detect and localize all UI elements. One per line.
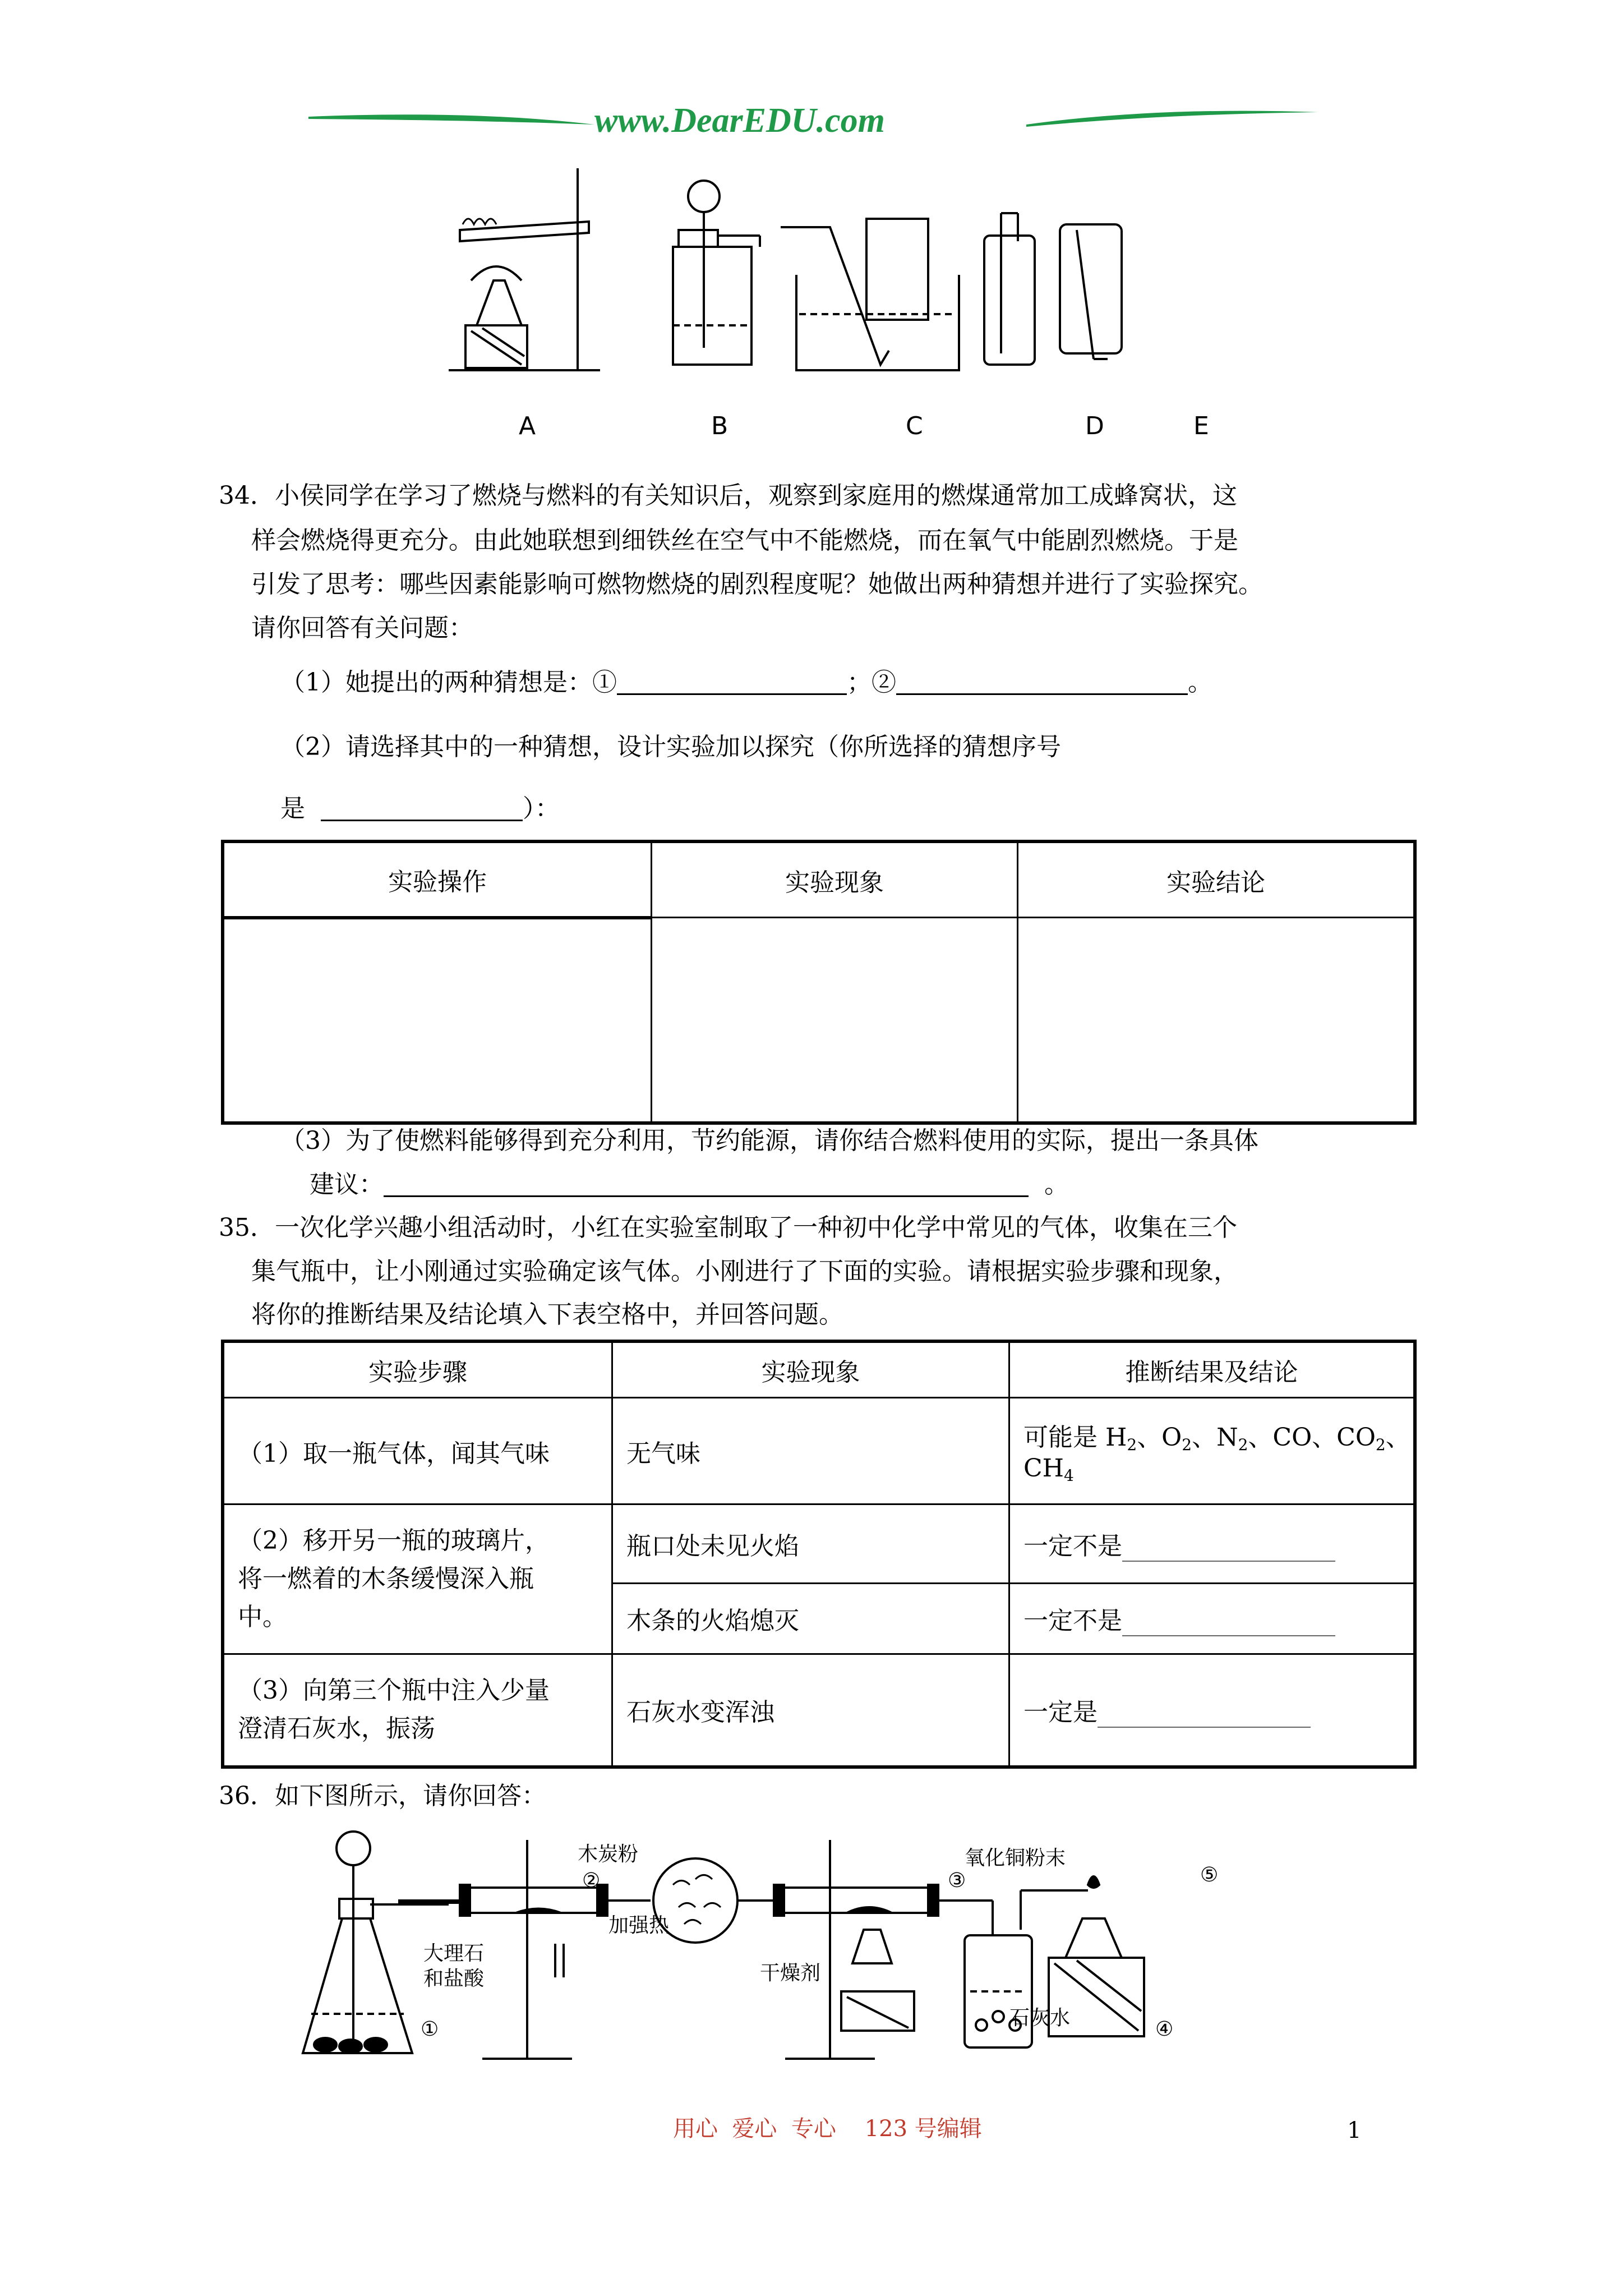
label-acid: 和盐酸 xyxy=(423,1967,485,1990)
q35-header-phenomenon: 实验现象 xyxy=(612,1341,1009,1398)
label-limewater: 石灰水 xyxy=(1009,2007,1071,2030)
q34-part3: （3）为了使燃料能够得到充分利用，节约能源，请你结合燃料使用的实际，提出一条具体 xyxy=(280,1126,1258,1155)
q35-row1-concl-prefix: 可能是 xyxy=(1023,1423,1098,1452)
q34-part3-label: 建议： xyxy=(310,1170,384,1199)
q35-row3-concl-label: 一定是 xyxy=(1023,1698,1098,1727)
apparatus-a-icon xyxy=(449,168,600,370)
label-n3: ③ xyxy=(948,1869,966,1892)
q34-line2: 样会燃烧得更充分。由此她联想到细铁丝在空气中不能燃烧，而在氧气中能剧烈燃烧。于是 xyxy=(251,526,1238,555)
q34-part1-mid: ；② xyxy=(847,668,896,697)
drying-tube-icon xyxy=(653,1858,774,1943)
q34-part2-close: ）： xyxy=(522,794,560,823)
q35-row3-step-l2: 澄清石灰水，振荡 xyxy=(238,1714,435,1743)
label-n2: ② xyxy=(582,1869,601,1892)
q34-header-phenomenon: 实验现象 xyxy=(652,841,1018,918)
figure-label-d: D xyxy=(1085,412,1104,440)
q34-part3-end: 。 xyxy=(1044,1170,1069,1199)
q35-row2-obs-b: 木条的火焰熄灭 xyxy=(612,1583,1009,1654)
q35-row2-concl-b xyxy=(1009,1583,1415,1654)
apparatus-c-icon xyxy=(781,219,959,370)
apparatus-d-icon xyxy=(984,213,1035,365)
q35-header-result: 推断结果及结论 xyxy=(1009,1341,1415,1398)
not-gas-blank-2[interactable] xyxy=(1122,1613,1335,1636)
header-logo xyxy=(303,95,1324,151)
q35-row2-step xyxy=(223,1504,612,1654)
apparatus-e-icon xyxy=(1060,224,1122,359)
hypothesis-2-blank[interactable] xyxy=(896,671,1188,695)
hypothesis-1-blank[interactable] xyxy=(617,671,847,695)
page-number: 1 xyxy=(1347,2118,1362,2143)
q34-conclusion-cell[interactable] xyxy=(1018,918,1415,1123)
q35-row2-concl-a-label: 一定不是 xyxy=(1023,1531,1122,1561)
q35-row3-obs: 石灰水变浑浊 xyxy=(612,1654,1009,1767)
chosen-hypothesis-blank[interactable] xyxy=(321,797,523,821)
q34-line4: 请你回答有关问题： xyxy=(251,614,473,642)
heated-tube-charcoal-icon xyxy=(460,1840,651,2059)
label-cuo: 氧化铜粉末 xyxy=(965,1847,1066,1870)
q34-part2-is: 是 xyxy=(280,794,305,823)
q34-part1-end: 。 xyxy=(1188,668,1212,697)
apparatus-figure-1 xyxy=(437,157,1267,393)
q35-row3-step-l1: （3）向第三个瓶中注入少量 xyxy=(238,1676,550,1705)
q35-line3: 将你的推断结果及结论填入下表空格中，并回答问题。 xyxy=(251,1300,843,1329)
q34-part3-suggest xyxy=(310,1172,1069,1197)
figure-label-c: C xyxy=(906,412,923,440)
q35-row2-obs-a: 瓶口处未见火焰 xyxy=(612,1504,1009,1583)
figure-label-b: B xyxy=(711,412,728,440)
q35-row1-step: （1）取一瓶气体，闻其气味 xyxy=(223,1398,612,1504)
q35-row1-obs: 无气味 xyxy=(612,1398,1009,1504)
q34-line1: 34．小侯同学在学习了燃烧与燃料的有关知识后，观察到家庭用的燃煤通常加工成蜂窝状，这 xyxy=(219,481,1237,510)
q35-line2: 集气瓶中，让小刚通过实验确定该气体。小刚进行了下面的实验。请根据实验步骤和现象， xyxy=(251,1257,1238,1286)
q35-inference-table xyxy=(221,1340,1417,1769)
apparatus-b-icon xyxy=(673,181,760,365)
label-n4: ④ xyxy=(1155,2018,1174,2041)
q34-line3: 引发了思考：哪些因素能影响可燃物燃烧的剧烈程度呢？她做出两种猜想并进行了实验探究。 xyxy=(251,570,1263,599)
apparatus-drawings xyxy=(437,157,1267,393)
q35-row2-concl-a xyxy=(1009,1504,1415,1583)
q34-part1 xyxy=(280,670,1212,695)
figure-label-a-pos: A xyxy=(519,412,536,440)
figure-label-e: E xyxy=(1193,412,1209,440)
label-n1: ① xyxy=(421,2018,439,2041)
suggestion-blank[interactable] xyxy=(384,1173,1029,1197)
q35-row2-step-l1: （2）移开另一瓶的玻璃片， xyxy=(238,1526,550,1555)
q34-phenomenon-cell[interactable] xyxy=(652,918,1018,1123)
not-gas-blank-1[interactable] xyxy=(1122,1538,1335,1562)
label-marble: 大理石 xyxy=(423,1942,485,1965)
q36-line1: 36．如下图所示，请你回答： xyxy=(219,1782,546,1810)
q34-operation-cell[interactable] xyxy=(223,918,652,1123)
q35-row3-step xyxy=(223,1654,612,1767)
footer-text: 用心 爱心 专心 123 号编辑 xyxy=(673,2116,982,2142)
q34-part2: （2）请选择其中的一种猜想，设计实验加以探究（你所选择的猜想序号 xyxy=(280,733,1061,761)
q34-part2-choice xyxy=(280,794,560,823)
label-charcoal: 木炭粉 xyxy=(578,1843,639,1866)
q34-header-operation: 实验操作 xyxy=(223,841,652,918)
logo-text: www.DearEDU.com xyxy=(594,102,885,140)
q34-header-conclusion: 实验结论 xyxy=(1018,841,1415,918)
q35-header-steps: 实验步骤 xyxy=(223,1341,612,1398)
q35-row3-concl xyxy=(1009,1654,1415,1767)
label-heat: 加强热 xyxy=(608,1914,670,1937)
label-n5: ⑤ xyxy=(1200,1864,1219,1887)
q35-row2-step-l2: 将一燃着的木条缓慢深入瓶 xyxy=(238,1564,534,1593)
q35-line1: 35．一次化学兴趣小组活动时，小红在实验室制取了一种初中化学中常见的气体，收集在三个 xyxy=(219,1213,1237,1242)
q35-row2-concl-b-label: 一定不是 xyxy=(1023,1607,1122,1636)
q34-part1-prefix: （1）她提出的两种猜想是：① xyxy=(280,668,617,697)
q35-row2-step-l3: 中。 xyxy=(238,1602,287,1631)
label-desiccant: 干燥剂 xyxy=(760,1962,821,1985)
q35-row1-concl: 可能是 $H_2$、$O_2$、$N_2$、CO、$CO_2$、$CH_4$ xyxy=(1009,1398,1415,1504)
q34-experiment-table xyxy=(221,840,1417,1125)
is-gas-blank[interactable] xyxy=(1098,1704,1311,1728)
